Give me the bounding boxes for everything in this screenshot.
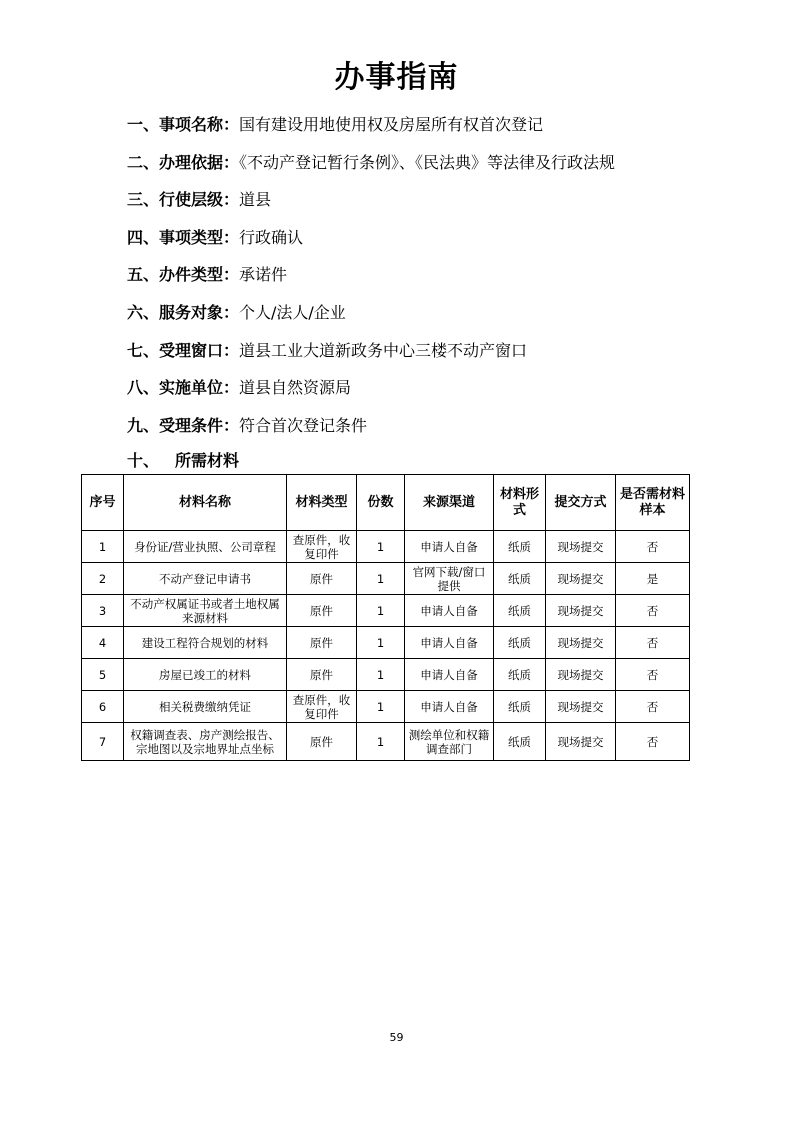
header-submission: 提交方式 [546,475,616,531]
header-material-name: 材料名称 [124,475,287,531]
item-conditions: 九、受理条件：符合首次登记条件 [127,415,368,435]
item-service-target: 六、服务对象：个人/法人/企业 [127,302,346,322]
item-case-type: 五、办件类型：承诺件 [127,265,288,285]
item-basis: 二、办理依据：《不动产登记暂行条例》、《民法典》等法律及行政法规 [127,152,616,172]
table-header-row [82,475,690,531]
page-title: 办事指南 [334,60,459,95]
header-source: 来源渠道 [405,475,494,531]
item-unit: 八、实施单位：道县自然资源局 [127,378,352,398]
item-level: 三、行使层级：道县 [127,190,272,210]
header-form: 材料形式 [494,475,546,531]
table-row: 5 房屋已竣工的材料 原件 1 申请人自备 纸质 现场提交 否 [82,659,690,691]
materials-heading: 十、 所需材料 [127,451,240,470]
header-copies: 份数 [357,475,405,531]
table-row: 4 建设工程符合规划的材料 原件 1 申请人自备 纸质 现场提交 否 [82,627,690,659]
header-sample: 是否需材料样本 [616,475,690,531]
header-material-type: 材料类型 [287,475,357,531]
header-index: 序号 [82,475,124,531]
guide-items [127,112,747,450]
table-row: 6 相关税费缴纳凭证 查原件，收复印件 1 申请人自备 纸质 现场提交 否 [82,691,690,723]
table-row: 2 不动产登记申请书 原件 1 官网下载/窗口提供 纸质 现场提交 是 [82,563,690,595]
table-row: 7 权籍调查表、房产测绘报告、宗地图以及宗地界址点坐标 原件 1 测绘单位和权籍调查部门 纸质 现场提交 否 [82,723,690,761]
table-row: 3 不动产权属证书或者土地权属来源材料 原件 1 申请人自备 纸质 现场提交 否 [82,595,690,627]
table-row: 1 身份证/营业执照、公司章程 查原件，收复印件 1 申请人自备 纸质 现场提交 否 [82,531,690,563]
item-name: 一、事项名称：国有建设用地使用权及房屋所有权首次登记 [127,115,544,134]
item-window: 七、受理窗口：道县工业大道新政务中心三楼不动产窗口 [127,340,528,360]
materials-table [81,474,690,761]
item-type: 四、事项类型：行政确认 [127,227,304,247]
page-number: 59 [389,1031,404,1044]
